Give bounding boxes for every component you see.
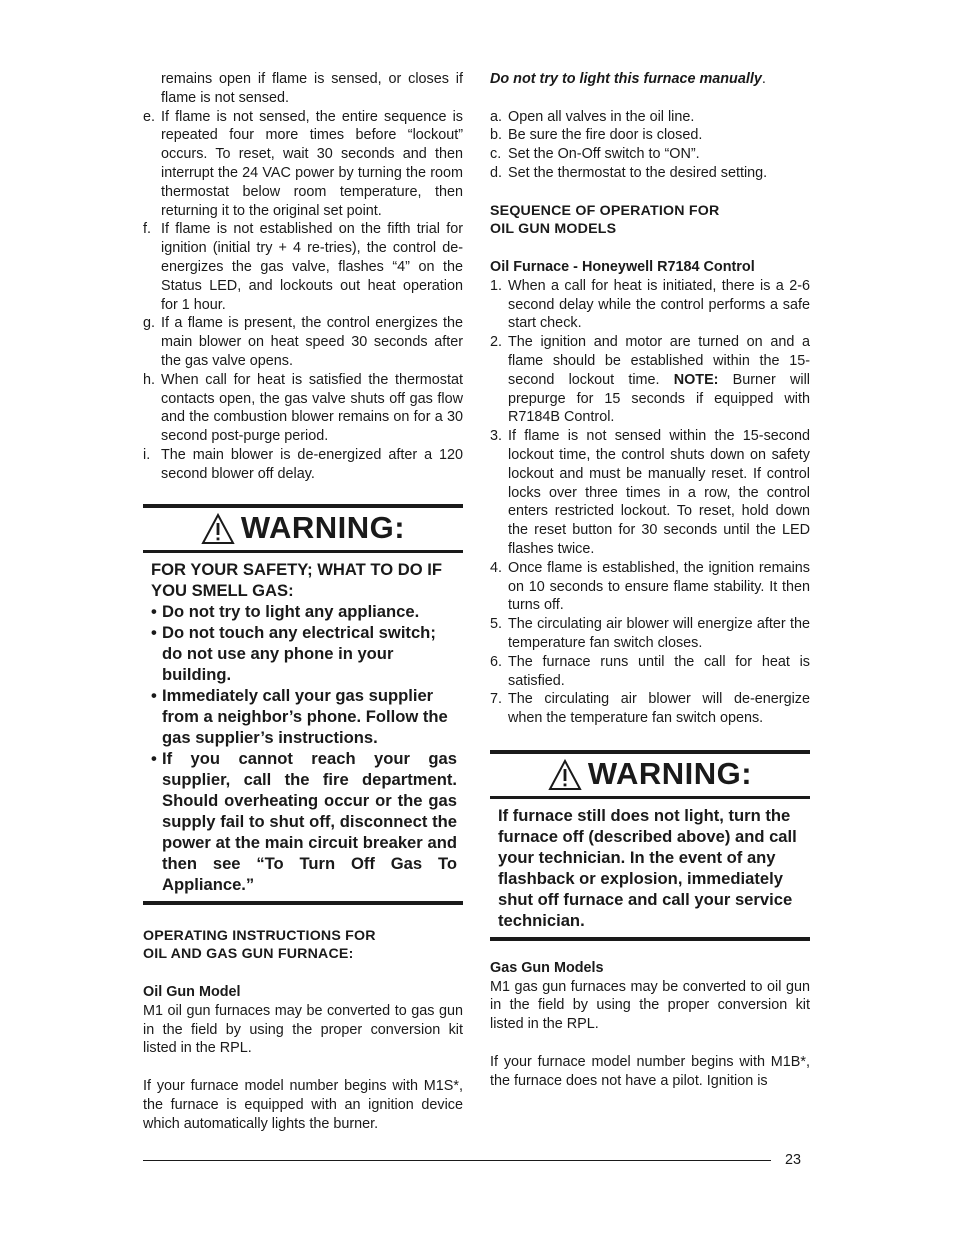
step-i: i. The main blower is de-energized after a 120 second blower off delay. <box>143 446 463 482</box>
right-column <box>490 70 810 1090</box>
numbered-step-4: 4. Once flame is established, the ignition remains on 10 seconds to ensure flame stability. It then turns off. <box>490 559 810 614</box>
furnace-warning-body: If furnace still does not light, turn the furnace off (described above) and call your technician. In the event of any flashback or explosion, immediately shut off furnace and call your service technician. <box>498 805 797 930</box>
gas-warning-box <box>143 504 463 905</box>
furnace-warning-title: WARNING: <box>490 754 810 799</box>
warning-triangle-icon <box>548 759 582 791</box>
step-a: a. Open all valves in the oil line. <box>490 108 695 125</box>
step-c: c. Set the On-Off switch to “ON”. <box>490 146 700 163</box>
operating-heading: OPERATING INSTRUCTIONS FOR OIL AND GAS GUN FURNACE: <box>143 927 376 963</box>
control-heading: Oil Furnace - Honeywell R7184 Control <box>490 258 755 275</box>
gas-gun-heading: Gas Gun Models <box>490 959 604 976</box>
numbered-step-7: 7. The circulating air blower will de-energize when the temperature fan switch opens. <box>490 691 810 727</box>
warning-triangle-icon <box>201 513 235 545</box>
warning-bullet: • Do not try to light any appliance. <box>151 601 420 621</box>
step-g: g. If a flame is present, the control energizes the main blower on heat speed 30 seconds after the gas valve opens. <box>143 315 463 369</box>
furnace-warning-box <box>490 750 810 941</box>
step-h: h. When call for heat is satisfied the thermostat contacts open, the gas valve shuts off gas flow and the combustion blower remains on for a 30 second post-purge period. <box>143 371 463 445</box>
warning-bullet: • If you cannot reach your gas supplier, call the fire department. Should overheating occur or the gas supply fail to shut off, disconnect the power at the main circuit breaker and then see “To Turn Off Gas To Appliance.” <box>151 748 457 894</box>
numbered-step-2: 2. The ignition and motor are turned on and a flame should be established within the 15-second lockout time. NOTE: Burner will prepurge for 15 seconds if equipped with R7184B Control. <box>490 334 810 426</box>
no-manual-light-note: Do not try to light this furnace manually. <box>490 71 766 87</box>
numbered-step-3: 3. If flame is not sensed within the 15-second lockout time, the control shuts down on safety lockout and must be manually reset. If control locks over three times in a row, the control enters restricted lockout. To reset, hold down the reset button for 30 seconds until the LED flashes twice. <box>490 428 810 557</box>
left-column <box>143 70 463 1133</box>
oil-gun-heading: Oil Gun Model <box>143 983 241 1000</box>
gas-gun-paragraph-2: If your furnace model number begins with M1B*, the furnace does not have a pilot. Ignition is <box>490 1053 810 1089</box>
gas-warning-lead: FOR YOUR SAFETY; WHAT TO DO IF YOU SMELL GAS: <box>151 559 442 600</box>
numbered-step-5: 5. The circulating air blower will energize after the temperature fan switch closes. <box>490 616 810 651</box>
gas-warning-title: WARNING: <box>143 508 463 553</box>
gas-gun-paragraph: M1 gas gun furnaces may be converted to oil gun in the field by using the proper conversion kit listed in the RPL. <box>490 978 810 1033</box>
warning-bullet: • Immediately call your gas supplier from a neighbor’s phone. Follow the gas supplier’s instructions. <box>151 685 448 747</box>
oil-gun-paragraph-2: If your furnace model number begins with M1S*, the furnace is equipped with an ignition device which automatically lights the burner. <box>143 1077 463 1132</box>
numbered-step-6: 6. The furnace runs until the call for heat is satisfied. <box>490 653 810 689</box>
warning-bullet: • Do not touch any electrical switch; do not use any phone in your building. <box>151 622 436 684</box>
intro-text: remains open if flame is sensed, or closes if flame is not sensed. <box>161 71 463 106</box>
footer-rule <box>143 1160 771 1161</box>
step-d: d. Set the thermostat to the desired setting. <box>490 164 768 181</box>
step-b: b. Be sure the fire door is closed. <box>490 127 703 144</box>
sequence-heading: SEQUENCE OF OPERATION FOR OIL GUN MODELS <box>490 202 720 238</box>
gas-warning-body <box>143 553 463 901</box>
step-e: e. If flame is not sensed, the entire sequence is repeated four more times before “lockout” occurs. To reset, wait 30 seconds and then interrupt the 24 VAC power by turning the room thermostat below room temperature, then returning it to the original set point. <box>143 108 463 219</box>
numbered-step-1: 1. When a call for heat is initiated, there is a 2-6 second delay while the control performs a safe start check. <box>490 277 810 332</box>
page-number: 23 <box>785 1152 802 1168</box>
step-f: f. If flame is not established on the fifth trial for ignition (initial try + 4 re-tries), the control de-energizes the gas valve, flashes “4” on the Status LED, and lockouts out heat operation for 1 hour. <box>143 221 463 313</box>
oil-gun-paragraph: M1 oil gun furnaces may be converted to gas gun in the field by using the proper conversion kit listed in the RPL. <box>143 1002 463 1057</box>
